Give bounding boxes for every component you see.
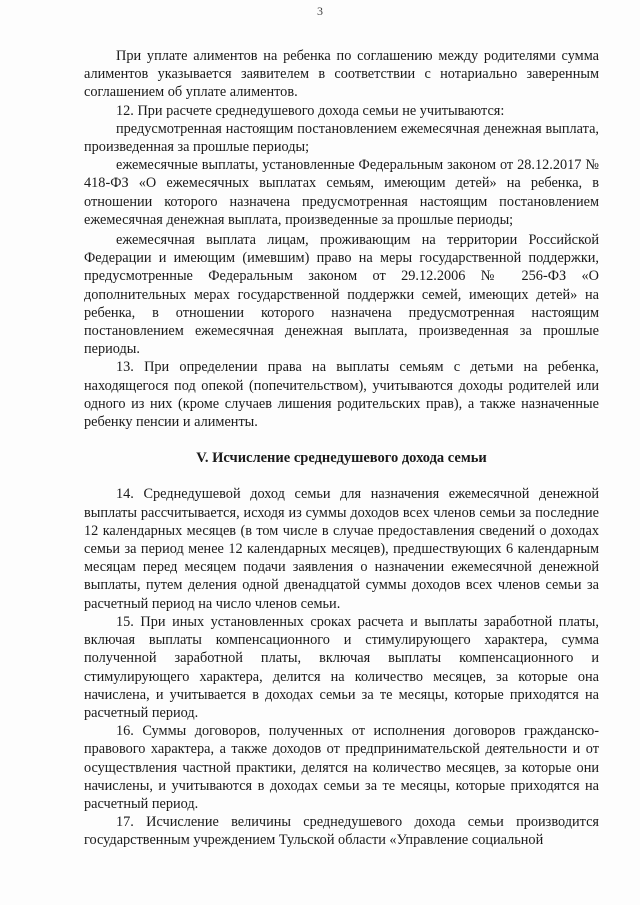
document-body bbox=[84, 47, 599, 850]
paragraph-14: 14. Среднедушевой доход семьи для назначения ежемесячной денежной выплаты рассчитывается, исходя из суммы доходов всех членов семьи за последние 12 календарных месяцев (в том числе в случае предоставления сведений о доходах семьи за период менее 12 календарных месяцев), предшествующих 6 календарным месяцам перед месяцем подачи заявления о назначении ежемесячной денежной выплаты, путем деления одной двенадцатой суммы доходов всех членов семьи за расчетный период на число членов семьи. bbox=[84, 486, 599, 612]
paragraph-12-item-3: ежемесячная выплата лицам, проживающим на территории Российской Федерации и имеющим (имевшим) право на меры государственной поддержки, предусмотренные Федеральным законом от 29.12.2006 № 256-ФЗ «О дополнительных мерах государственной поддержки семей, имеющих детей» на ребенка, в отношении которого назначена предусмотренная настоящим постановлением ежемесячная денежная выплата, произведенная за прошлые периоды. bbox=[84, 232, 599, 358]
paragraph-12-item-1: предусмотренная настоящим постановлением ежемесячная денежная выплата, произведенная за прошлые периоды; bbox=[84, 120, 599, 156]
paragraph-13: 13. При определении права на выплаты семьям с детьми на ребенка, находящегося под опекой (попечительством), учитываются доходы родителей или одного из них (кроме случаев лишения родительских прав), а также назначенные ребенку пенсии и алименты. bbox=[84, 359, 599, 431]
paragraph-alimony-agreement: При уплате алиментов на ребенка по соглашению между родителями сумма алиментов указывается заявителем в соответствии с нотариально заверенным соглашением об уплате алиментов. bbox=[84, 48, 599, 101]
paragraph-17: 17. Исчисление величины среднедушевого дохода семьи производится государственным учреждением Тульской области «Управление социальной bbox=[84, 814, 599, 849]
page-number: 3 bbox=[317, 4, 323, 18]
paragraph-16: 16. Суммы договоров, полученных от исполнения договоров гражданско-правового характера, а также доходов от предпринимательской деятельности и от осуществления частной практики, делятся на количество месяцев, за которые они начислены, и учитываются в доходах семьи за те месяцы, которые приходятся на расчетный период. bbox=[84, 723, 599, 812]
section-heading: V. Исчисление среднедушевого дохода семьи bbox=[196, 450, 487, 467]
paragraph-12-item-2: ежемесячные выплаты, установленные Федеральным законом от 28.12.2017 № 418-ФЗ «О ежемесячных выплатах семьям, имеющим детей» на ребенка, в отношении которого назначена предусмотренная настоящим постановлением ежемесячная денежная выплата, произведенные за прошлые периоды; bbox=[84, 157, 599, 228]
paragraph-15: 15. При иных установленных сроках расчета и выплаты заработной платы, включая выплаты компенсационного и стимулирующего характера, сумма полученной заработной платы, включая выплаты компенсационного и стимулирующего характера, делится на количество месяцев, за которые она начислена, и учитывается в доходах семьи за те месяцы, которые приходятся на расчетный период. bbox=[84, 613, 599, 721]
paragraph-12-intro: 12. При расчете среднедушевого дохода семьи не учитываются: bbox=[116, 102, 505, 119]
